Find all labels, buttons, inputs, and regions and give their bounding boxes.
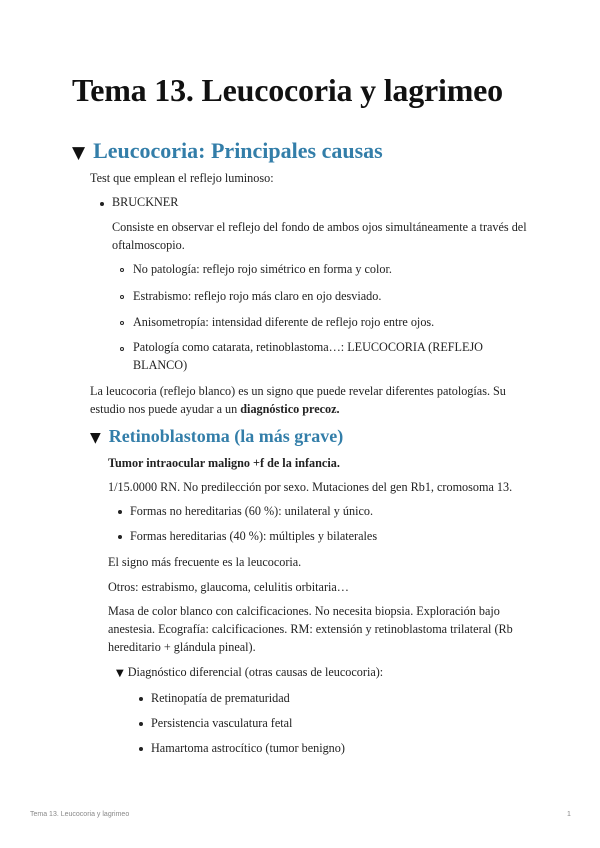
toggle-triangle-icon[interactable]: ▼ <box>90 430 101 446</box>
mass-line-1: Masa de color blanco con calcificaciones. No necesita biopsia. Exploración bajo <box>108 604 500 618</box>
list-item: Anisometropía: intensidad diferente de reflejo rojo entre ojos. <box>133 315 435 329</box>
list-item: Hamartoma astrocítico (tumor benigno) <box>151 741 345 755</box>
circle-bullet-icon <box>120 347 124 351</box>
bullet-icon <box>118 535 122 539</box>
section-heading-leucocoria[interactable] <box>72 138 383 164</box>
bruckner-desc-line-2: oftalmoscopio. <box>112 238 185 252</box>
summary-bold-text: diagnóstico precoz. <box>240 402 340 416</box>
differential-label: Diagnóstico diferencial (otras causas de leucocoria): <box>127 665 384 679</box>
toggle-triangle-icon[interactable]: ▼ <box>72 143 86 163</box>
retinoblastoma-subtitle: Tumor intraocular maligno +f de la infancia. <box>108 456 340 470</box>
intro-text: Test que emplean el reflejo luminoso: <box>90 171 274 185</box>
circle-bullet-icon <box>120 321 124 325</box>
differential-toggle[interactable] <box>116 663 383 683</box>
list-item-line-1: Patología como catarata, retinoblastoma…: LEUCOCORIA (REFLEJO <box>133 340 483 354</box>
section-heading-retinoblastoma[interactable] <box>90 426 343 447</box>
bruckner-desc-line-1: Consiste en observar el reflejo del fondo de ambos ojos simultáneamente a través del <box>112 220 527 234</box>
bullet-icon <box>139 722 143 726</box>
section-heading-text: Leucocoria: Principales causas <box>93 138 383 163</box>
bruckner-label: BRUCKNER <box>112 195 179 209</box>
footer-title: Tema 13. Leucocoria y lagrimeo <box>30 811 130 818</box>
list-item: Formas hereditarias (40 %): múltiples y bilaterales <box>130 529 378 543</box>
list-item-line-2: BLANCO) <box>133 358 188 372</box>
summary-line-1: La leucocoria (reflejo blanco) es un signo que puede revelar diferentes patologías. Su <box>90 384 506 398</box>
circle-bullet-icon <box>120 295 124 299</box>
bullet-icon <box>118 510 122 514</box>
circle-bullet-icon <box>120 268 124 272</box>
mass-line-3: hereditario + glándula pineal). <box>108 640 256 654</box>
list-item: Formas no hereditarias (60 %): unilateral y único. <box>130 504 374 518</box>
section-heading-text: Retinoblastoma (la más grave) <box>108 426 344 446</box>
others-text: Otros: estrabismo, glaucoma, celulitis orbitaria… <box>108 580 349 594</box>
page-title: Tema 13. Leucocoria y lagrimeo <box>72 72 503 108</box>
list-item: Estrabismo: reflejo rojo más claro en ojo desviado. <box>133 289 382 303</box>
list-item: No patología: reflejo rojo simétrico en forma y color. <box>133 262 392 276</box>
bullet-icon <box>139 697 143 701</box>
bullet-icon <box>139 747 143 751</box>
toggle-triangle-icon[interactable]: ▼ <box>116 668 124 679</box>
mass-line-2: anestesia. Ecografía: calcificaciones. RM: extensión y retinoblastoma trilateral (Rb <box>108 622 513 636</box>
summary-line-2 <box>90 400 340 419</box>
bullet-icon <box>100 202 104 206</box>
list-item: Persistencia vasculatura fetal <box>151 716 293 730</box>
summary-line-2-text: estudio nos puede ayudar a un <box>90 402 241 416</box>
list-item: Retinopatía de prematuridad <box>151 691 290 705</box>
sign-text: El signo más frecuente es la leucocoria. <box>108 555 302 569</box>
footer-page-number: 1 <box>567 811 571 818</box>
incidence-text: 1/15.0000 RN. No predilección por sexo. Mutaciones del gen Rb1, cromosoma 13. <box>108 480 513 494</box>
